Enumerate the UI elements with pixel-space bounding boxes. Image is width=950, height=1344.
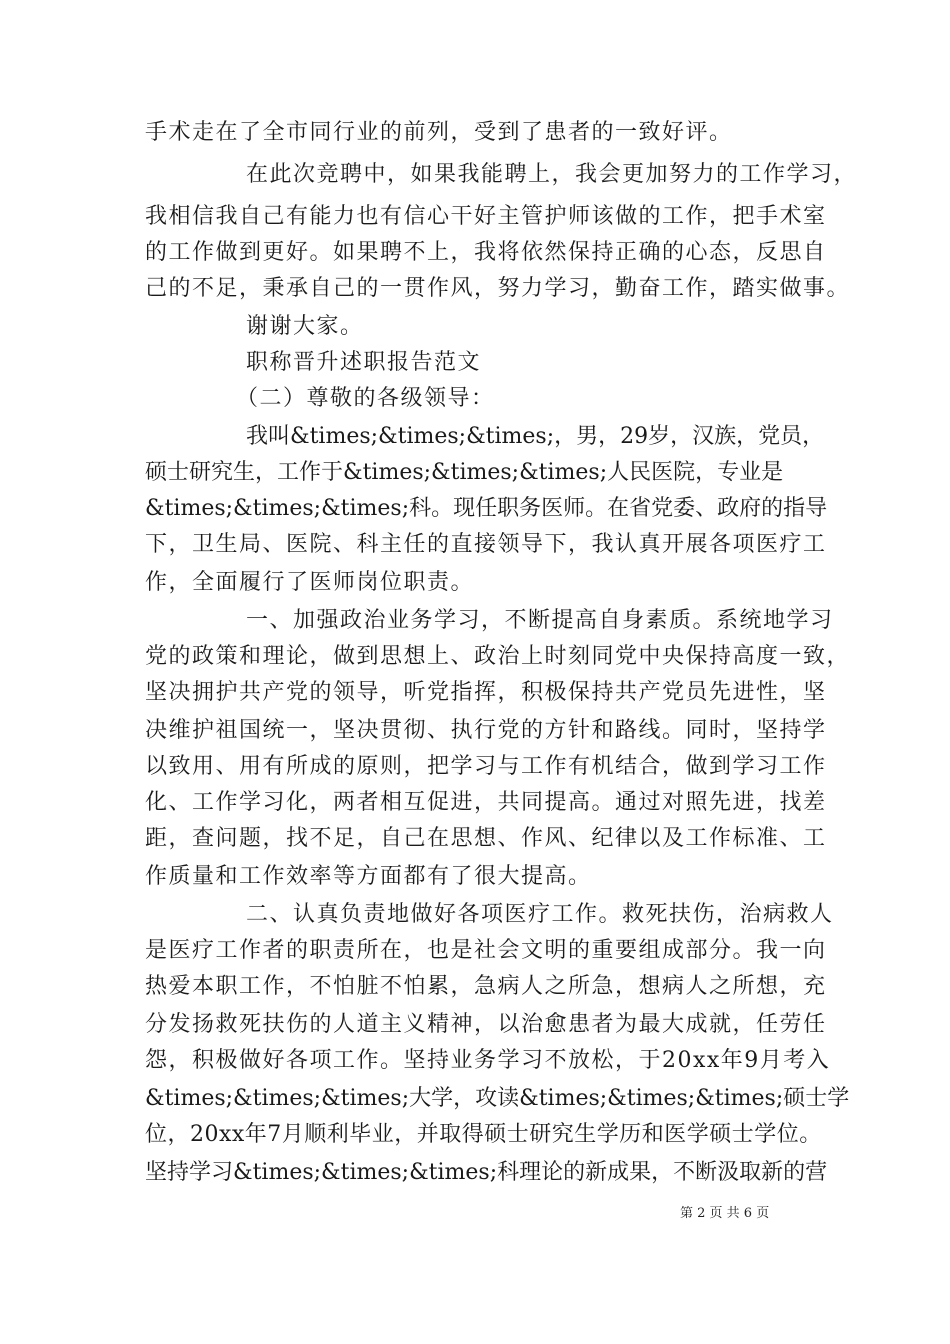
text-line: 手术走在了全市同行业的前列，受到了患者的一致好评。 <box>145 120 733 145</box>
text-line: 决维护祖国统一，坚决贯彻、执行党的方针和路线。同时，坚持学 <box>145 718 827 743</box>
text-line: 己的不足，秉承自己的一贯作风，努力学习，勤奋工作，踏实做事。 <box>145 276 851 301</box>
text-line: 下，卫生局、医院、科主任的直接领导下，我认真开展各项医疗工 <box>145 532 827 557</box>
text-line: 谢谢大家。 <box>246 314 364 339</box>
text-line: 坚决拥护共产党的领导，听党指挥，积极保持共产党员先进性，坚 <box>145 680 827 705</box>
text-line: 位，20xx年7月顺利毕业，并取得硕士研究生学历和医学硕士学位。 <box>145 1122 822 1147</box>
text-line: 在此次竞聘中，如果我能聘上，我会更加努力的工作学习， <box>246 162 858 187</box>
text-line: &times;&times;&times;大学，攻读&times;&times;&times;硕士学 <box>145 1086 850 1111</box>
text-line: 硕士研究生，工作于&times;&times;&times;人民医院，专业是 <box>145 460 784 485</box>
text-line: 一、加强政治业务学习，不断提高自身素质。系统地学习 <box>246 608 834 633</box>
text-line: 作质量和工作效率等方面都有了很大提高。 <box>145 864 592 889</box>
text-line: 坚持学习&times;&times;&times;科理论的新成果，不断汲取新的营 <box>145 1160 828 1185</box>
text-line: 的工作做到更好。如果聘不上，我将依然保持正确的心态，反思自 <box>145 240 827 265</box>
text-line: 我相信我自己有能力也有信心干好主管护师该做的工作，把手术室 <box>145 204 827 229</box>
page-number-footer: 第 2 页 共 6 页 <box>680 1206 770 1221</box>
text-line: 是医疗工作者的职责所在，也是社会文明的重要组成部分。我一向 <box>145 938 827 963</box>
text-line: 我叫&times;&times;&times;，男，29岁，汉族，党员， <box>246 424 825 449</box>
text-line: &times;&times;&times;科。现任职务医师。在省党委、政府的指导 <box>145 496 828 521</box>
text-line: 二、认真负责地做好各项医疗工作。救死扶伤，治病救人 <box>246 902 834 927</box>
text-line: 以致用、用有所成的原则，把学习与工作有机结合，做到学习工作 <box>145 754 827 779</box>
text-line: 分发扬救死扶伤的人道主义精神，以治愈患者为最大成就，任劳任 <box>145 1012 827 1037</box>
text-line: （二）尊敬的各级领导： <box>236 386 495 411</box>
section-title: 职称晋升述职报告范文 <box>246 350 482 375</box>
text-line: 距，查问题，找不足，自己在思想、作风、纪律以及工作标准、工 <box>145 826 827 851</box>
text-line: 怨，积极做好各项工作。坚持业务学习不放松，于20xx年9月考入 <box>145 1048 831 1073</box>
text-line: 热爱本职工作，不怕脏不怕累，急病人之所急，想病人之所想，充 <box>145 974 827 999</box>
text-line: 党的政策和理论，做到思想上、政治上时刻同党中央保持高度一致， <box>145 644 851 669</box>
text-line: 作，全面履行了医师岗位职责。 <box>145 570 475 595</box>
text-line: 化、工作学习化，两者相互促进，共同提高。通过对照先进，找差 <box>145 790 827 815</box>
